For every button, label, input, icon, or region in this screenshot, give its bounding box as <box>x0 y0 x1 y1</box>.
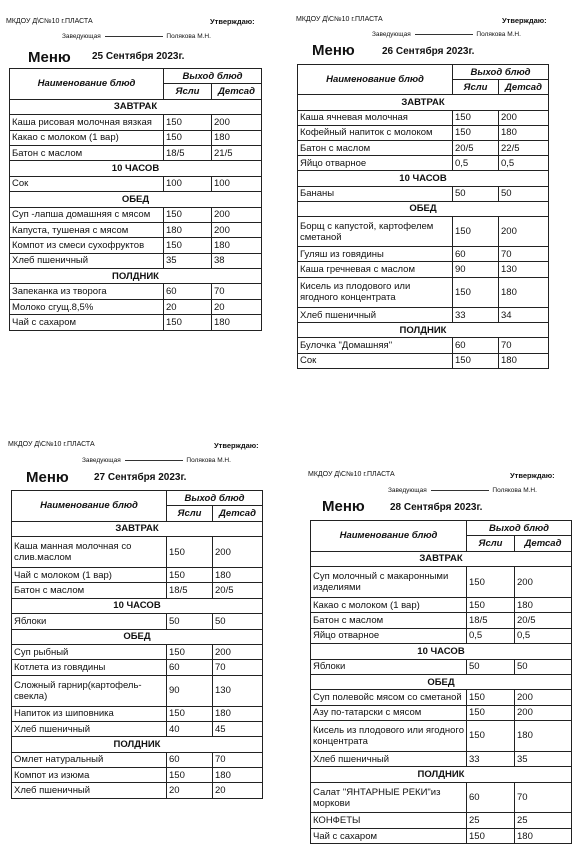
menu-sheet-1 <box>0 0 290 360</box>
nursery-portion: 150 <box>164 207 212 222</box>
nursery-portion: 20/5 <box>453 140 499 155</box>
nursery-portion: 150 <box>164 130 212 145</box>
dish-row <box>10 130 262 145</box>
nursery-portion: 150 <box>164 115 212 130</box>
nursery-portion: 150 <box>167 706 213 721</box>
section-row <box>10 161 262 176</box>
section-row <box>12 598 263 613</box>
dish-row <box>311 628 572 643</box>
nursery-portion: 0,5 <box>453 156 499 171</box>
dish-name: Чай с сахаром <box>311 828 467 843</box>
nursery-portion: 50 <box>453 186 499 201</box>
menu-heading: Меню <box>28 49 71 66</box>
dish-row <box>311 813 572 828</box>
signature-line <box>105 36 163 37</box>
dish-row <box>12 783 263 798</box>
kindergarten-portion: 70 <box>213 660 263 675</box>
org-name: МКДОУ Д\С№10 г.ПЛАСТА <box>6 18 93 25</box>
dish-name: Котлета из говядины <box>12 660 167 675</box>
dish-row <box>298 353 549 368</box>
dish-row <box>12 706 263 721</box>
section-title: 10 ЧАСОВ <box>311 644 572 659</box>
dish-name: Батон с маслом <box>12 583 167 598</box>
approve-label: Утверждаю: <box>510 471 555 480</box>
nursery-portion: 35 <box>164 253 212 268</box>
dish-row <box>12 660 263 675</box>
menu-date: 27 Сентября 2023г. <box>94 472 187 483</box>
section-row <box>12 737 263 752</box>
kindergarten-portion: 180 <box>212 238 262 253</box>
kindergarten-portion: 180 <box>213 768 263 783</box>
dish-row <box>10 145 262 160</box>
dish-name: Салат "ЯНТАРНЫЕ РЕКИ"из моркови <box>311 782 467 813</box>
dish-row <box>12 752 263 767</box>
head-name: Полякова М.Н. <box>476 31 521 38</box>
column-header-nursery: Ясли <box>164 84 212 99</box>
head-name: Полякова М.Н. <box>492 487 537 494</box>
dish-row <box>10 115 262 130</box>
dish-row <box>10 284 262 299</box>
dish-name: Хлеб пшеничный <box>10 253 164 268</box>
dish-name: Какао с молоком (1 вар) <box>10 130 164 145</box>
dish-name: Компот из изюма <box>12 768 167 783</box>
dish-row <box>10 299 262 314</box>
dish-name: Батон с маслом <box>10 145 164 160</box>
nursery-portion: 60 <box>453 247 499 262</box>
kindergarten-portion: 22/5 <box>499 140 549 155</box>
dish-row <box>311 705 572 720</box>
kindergarten-portion: 20/5 <box>515 613 572 628</box>
section-row <box>311 767 572 782</box>
kindergarten-portion: 200 <box>212 222 262 237</box>
nursery-portion: 60 <box>453 338 499 353</box>
dish-row <box>12 644 263 659</box>
menu-table <box>9 68 262 331</box>
org-name: МКДОУ Д\С№10 г.ПЛАСТА <box>8 441 95 448</box>
dish-name: Сок <box>10 176 164 191</box>
nursery-portion: 0,5 <box>467 628 515 643</box>
dish-row <box>311 782 572 813</box>
dish-row <box>12 583 263 598</box>
dish-row <box>12 537 263 568</box>
dish-row <box>10 222 262 237</box>
dish-name: Капуста, тушеная с мясом <box>10 222 164 237</box>
kindergarten-portion: 21/5 <box>212 145 262 160</box>
section-row <box>311 551 572 566</box>
head-signature-line <box>82 457 231 464</box>
menu-sheet-4 <box>290 440 573 849</box>
nursery-portion: 150 <box>167 537 213 568</box>
dish-name: Запеканка из творога <box>10 284 164 299</box>
kindergarten-portion: 180 <box>515 721 572 752</box>
head-role: Заведующая <box>372 31 411 38</box>
dish-name: КОНФЕТЫ <box>311 813 467 828</box>
dish-name: Напиток из шиповника <box>12 706 167 721</box>
nursery-portion: 50 <box>467 659 515 674</box>
dish-name: Суп рыбный <box>12 644 167 659</box>
nursery-portion: 60 <box>164 284 212 299</box>
column-header-yield: Выход блюд <box>167 491 263 506</box>
nursery-portion: 150 <box>453 216 499 246</box>
kindergarten-portion: 180 <box>213 706 263 721</box>
kindergarten-portion: 0,5 <box>515 628 572 643</box>
kindergarten-portion: 180 <box>213 567 263 582</box>
kindergarten-portion: 50 <box>213 614 263 629</box>
dish-name: Каша манная молочная со слив.маслом <box>12 537 167 568</box>
kindergarten-portion: 200 <box>515 705 572 720</box>
kindergarten-portion: 70 <box>499 338 549 353</box>
dish-row <box>298 186 549 201</box>
kindergarten-portion: 70 <box>499 247 549 262</box>
kindergarten-portion: 25 <box>515 813 572 828</box>
kindergarten-portion: 0,5 <box>499 156 549 171</box>
menu-date: 28 Сентября 2023г. <box>390 502 483 513</box>
section-title: ОБЕД <box>10 192 262 207</box>
dish-name: Каша гречневая с маслом <box>298 262 453 277</box>
nursery-portion: 150 <box>467 567 515 598</box>
dish-name: Гуляш из говядины <box>298 247 453 262</box>
menu-table <box>310 520 572 844</box>
nursery-portion: 20 <box>167 783 213 798</box>
kindergarten-portion: 180 <box>515 597 572 612</box>
column-header-kindergarten: Детсад <box>212 84 262 99</box>
dish-row <box>311 613 572 628</box>
section-title: 10 ЧАСОВ <box>298 171 549 186</box>
column-header-yield: Выход блюд <box>453 65 549 80</box>
dish-row <box>311 597 572 612</box>
column-header-kindergarten: Детсад <box>213 506 263 521</box>
dish-row <box>10 207 262 222</box>
table-header-row <box>298 65 549 80</box>
section-row <box>298 171 549 186</box>
dish-row <box>298 125 549 140</box>
column-header-dish: Наименование блюд <box>10 69 164 100</box>
column-header-dish: Наименование блюд <box>12 491 167 522</box>
nursery-portion: 150 <box>453 277 499 307</box>
dish-name: Яйцо отварное <box>311 628 467 643</box>
column-header-nursery: Ясли <box>453 80 499 95</box>
section-row <box>10 192 262 207</box>
menu-sheet-2 <box>290 0 573 420</box>
dish-row <box>10 253 262 268</box>
kindergarten-portion: 34 <box>499 308 549 323</box>
head-role: Заведующая <box>82 457 121 464</box>
dish-row <box>311 659 572 674</box>
dish-name: Кофейный напиток с молоком <box>298 125 453 140</box>
menu-heading: Меню <box>312 42 355 59</box>
section-title: 10 ЧАСОВ <box>10 161 262 176</box>
nursery-portion: 18/5 <box>167 583 213 598</box>
approve-label: Утверждаю: <box>210 17 255 26</box>
dish-row <box>298 110 549 125</box>
dish-name: Суп полевойс мясом со сметаной <box>311 690 467 705</box>
org-name: МКДОУ Д\С№10 г.ПЛАСТА <box>296 16 383 23</box>
nursery-portion: 90 <box>453 262 499 277</box>
nursery-portion: 150 <box>467 721 515 752</box>
column-header-yield: Выход блюд <box>164 69 262 84</box>
signature-line <box>125 460 183 461</box>
nursery-portion: 150 <box>467 597 515 612</box>
section-title: ОБЕД <box>298 201 549 216</box>
kindergarten-portion: 70 <box>515 782 572 813</box>
nursery-portion: 150 <box>167 567 213 582</box>
kindergarten-portion: 180 <box>212 130 262 145</box>
nursery-portion: 150 <box>467 828 515 843</box>
section-row <box>298 201 549 216</box>
dish-name: Хлеб пшеничный <box>12 721 167 736</box>
dish-name: Чай с молоком (1 вар) <box>12 567 167 582</box>
approve-label: Утверждаю: <box>502 16 547 25</box>
menu-date: 25 Сентября 2023г. <box>92 51 185 62</box>
nursery-portion: 20 <box>164 299 212 314</box>
nursery-portion: 180 <box>164 222 212 237</box>
dish-row <box>298 262 549 277</box>
kindergarten-portion: 50 <box>499 186 549 201</box>
nursery-portion: 150 <box>164 238 212 253</box>
menu-heading: Меню <box>322 498 365 515</box>
kindergarten-portion: 200 <box>515 567 572 598</box>
section-title: ЗАВТРАК <box>311 551 572 566</box>
section-title: ОБЕД <box>311 674 572 689</box>
head-signature-line <box>62 33 211 40</box>
kindergarten-portion: 180 <box>499 277 549 307</box>
dish-name: Каша ячневая молочная <box>298 110 453 125</box>
column-header-dish: Наименование блюд <box>298 65 453 95</box>
table-header-row <box>311 521 572 536</box>
dish-name: Хлеб пшеничный <box>311 751 467 766</box>
dish-row <box>298 140 549 155</box>
section-row <box>311 644 572 659</box>
column-header-kindergarten: Детсад <box>499 80 549 95</box>
nursery-portion: 18/5 <box>467 613 515 628</box>
dish-row <box>10 315 262 330</box>
nursery-portion: 60 <box>167 752 213 767</box>
column-header-kindergarten: Детсад <box>515 536 572 551</box>
dish-row <box>12 721 263 736</box>
nursery-portion: 150 <box>453 353 499 368</box>
kindergarten-portion: 20 <box>212 299 262 314</box>
section-title: ПОЛДНИК <box>10 269 262 284</box>
dish-name: Яблоки <box>311 659 467 674</box>
dish-row <box>311 828 572 843</box>
dish-name: Батон с маслом <box>311 613 467 628</box>
kindergarten-portion: 70 <box>212 284 262 299</box>
dish-row <box>311 751 572 766</box>
section-title: ОБЕД <box>12 629 263 644</box>
dish-row <box>311 721 572 752</box>
dish-name: Яблоки <box>12 614 167 629</box>
kindergarten-portion: 35 <box>515 751 572 766</box>
dish-name: Каша рисовая молочная вязкая <box>10 115 164 130</box>
nursery-portion: 150 <box>467 705 515 720</box>
nursery-portion: 33 <box>453 308 499 323</box>
dish-row <box>298 156 549 171</box>
dish-name: Хлеб пшеничный <box>12 783 167 798</box>
head-role: Заведующая <box>62 33 101 40</box>
dish-row <box>12 675 263 706</box>
kindergarten-portion: 200 <box>212 115 262 130</box>
signature-line <box>431 490 489 491</box>
column-header-nursery: Ясли <box>167 506 213 521</box>
kindergarten-portion: 200 <box>212 207 262 222</box>
dish-name: Омлет натуральный <box>12 752 167 767</box>
dish-name: Хлеб пшеничный <box>298 308 453 323</box>
dish-name: Бананы <box>298 186 453 201</box>
head-signature-line <box>388 487 537 494</box>
org-name: МКДОУ Д\С№10 г.ПЛАСТА <box>308 471 395 478</box>
kindergarten-portion: 200 <box>515 690 572 705</box>
head-name: Полякова М.Н. <box>186 457 231 464</box>
section-row <box>12 521 263 536</box>
kindergarten-portion: 200 <box>213 537 263 568</box>
section-title: ПОЛДНИК <box>311 767 572 782</box>
kindergarten-portion: 180 <box>499 353 549 368</box>
kindergarten-portion: 20 <box>213 783 263 798</box>
dish-row <box>12 768 263 783</box>
column-header-yield: Выход блюд <box>467 521 572 536</box>
dish-name: Булочка "Домашняя" <box>298 338 453 353</box>
kindergarten-portion: 38 <box>212 253 262 268</box>
nursery-portion: 25 <box>467 813 515 828</box>
kindergarten-portion: 100 <box>212 176 262 191</box>
section-row <box>311 674 572 689</box>
approve-label: Утверждаю: <box>214 441 259 450</box>
dish-row <box>311 690 572 705</box>
kindergarten-portion: 45 <box>213 721 263 736</box>
dish-name: Кисель из плодового или ягодного концентрата <box>311 721 467 752</box>
section-row <box>298 323 549 338</box>
nursery-portion: 150 <box>167 768 213 783</box>
dish-row <box>12 614 263 629</box>
nursery-portion: 50 <box>167 614 213 629</box>
table-header-row <box>10 69 262 84</box>
dish-row <box>298 308 549 323</box>
dish-row <box>298 247 549 262</box>
dish-name: Яйцо отварное <box>298 156 453 171</box>
nursery-portion: 90 <box>167 675 213 706</box>
menu-sheet-3 <box>0 432 290 849</box>
signature-line <box>415 34 473 35</box>
nursery-portion: 100 <box>164 176 212 191</box>
menu-table <box>11 490 263 799</box>
nursery-portion: 150 <box>164 315 212 330</box>
section-row <box>12 629 263 644</box>
nursery-portion: 40 <box>167 721 213 736</box>
dish-name: Суп -лапша домашняя с мясом <box>10 207 164 222</box>
nursery-portion: 150 <box>453 110 499 125</box>
column-header-dish: Наименование блюд <box>311 521 467 552</box>
dish-name: Чай с сахаром <box>10 315 164 330</box>
head-name: Полякова М.Н. <box>166 33 211 40</box>
nursery-portion: 150 <box>453 125 499 140</box>
section-row <box>10 99 262 114</box>
kindergarten-portion: 200 <box>499 216 549 246</box>
dish-name: Борщ с капустой, картофелем сметаной <box>298 216 453 246</box>
dish-row <box>10 176 262 191</box>
dish-row <box>311 567 572 598</box>
section-title: ПОЛДНИК <box>298 323 549 338</box>
kindergarten-portion: 50 <box>515 659 572 674</box>
dish-name: Батон с маслом <box>298 140 453 155</box>
kindergarten-portion: 20/5 <box>213 583 263 598</box>
kindergarten-portion: 130 <box>499 262 549 277</box>
dish-row <box>298 216 549 246</box>
section-title: ЗАВТРАК <box>10 99 262 114</box>
kindergarten-portion: 180 <box>212 315 262 330</box>
section-row <box>10 269 262 284</box>
dish-name: Азу по-татарски с мясом <box>311 705 467 720</box>
column-header-nursery: Ясли <box>467 536 515 551</box>
menu-heading: Меню <box>26 469 69 486</box>
menu-table <box>297 64 549 369</box>
section-title: ЗАВТРАК <box>298 95 549 110</box>
nursery-portion: 150 <box>167 644 213 659</box>
head-signature-line <box>372 31 521 38</box>
dish-name: Молоко сгущ.8,5% <box>10 299 164 314</box>
dish-row <box>10 238 262 253</box>
section-title: ПОЛДНИК <box>12 737 263 752</box>
kindergarten-portion: 180 <box>499 125 549 140</box>
dish-name: Компот из смеси сухофруктов <box>10 238 164 253</box>
dish-row <box>298 277 549 307</box>
section-title: ЗАВТРАК <box>12 521 263 536</box>
dish-name: Сложный гарнир(картофель-свекла) <box>12 675 167 706</box>
section-title: 10 ЧАСОВ <box>12 598 263 613</box>
table-header-row <box>12 491 263 506</box>
kindergarten-portion: 130 <box>213 675 263 706</box>
kindergarten-portion: 200 <box>499 110 549 125</box>
head-role: Заведующая <box>388 487 427 494</box>
kindergarten-portion: 200 <box>213 644 263 659</box>
dish-name: Кисель из плодового или ягодного концентрата <box>298 277 453 307</box>
dish-name: Какао с молоком (1 вар) <box>311 597 467 612</box>
nursery-portion: 60 <box>167 660 213 675</box>
dish-name: Суп молочный с макаронными изделиями <box>311 567 467 598</box>
section-row <box>298 95 549 110</box>
dish-row <box>298 338 549 353</box>
nursery-portion: 33 <box>467 751 515 766</box>
nursery-portion: 18/5 <box>164 145 212 160</box>
dish-row <box>12 567 263 582</box>
nursery-portion: 60 <box>467 782 515 813</box>
menu-date: 26 Сентября 2023г. <box>382 46 475 57</box>
kindergarten-portion: 180 <box>515 828 572 843</box>
kindergarten-portion: 70 <box>213 752 263 767</box>
dish-name: Сок <box>298 353 453 368</box>
nursery-portion: 150 <box>467 690 515 705</box>
